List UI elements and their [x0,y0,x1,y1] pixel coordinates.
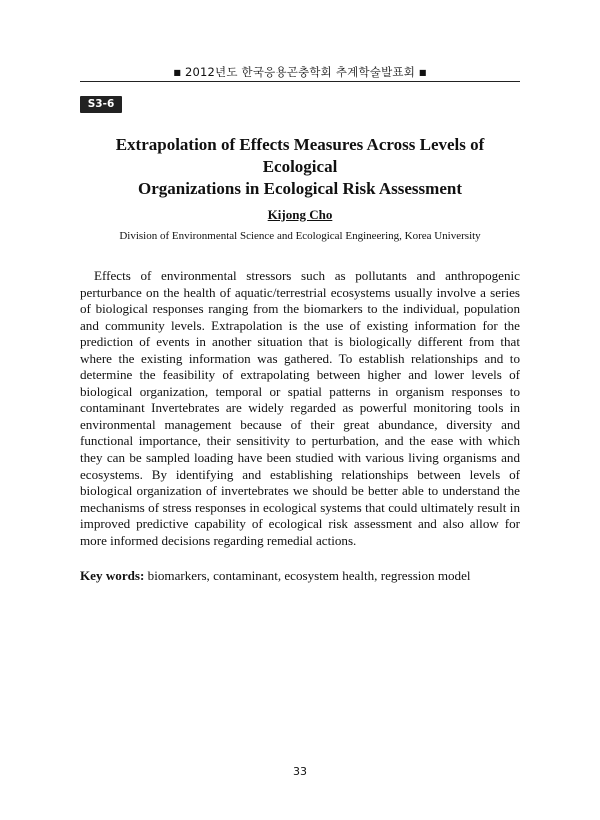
header-marker-right: ■ [418,68,427,77]
running-header [80,64,520,80]
page-number: 33 [293,765,307,778]
author-name: Kijong Cho [267,207,333,222]
header-title: 2012년도 한국응용곤충학회 추계학술발표회 [184,65,416,79]
session-badge: S3-6 [80,96,122,113]
header-marker-left: ■ [173,68,182,77]
paper-title-line-1: Extrapolation of Effects Measures Across Levels of Ecological [115,135,485,176]
abstract-text: Effects of environmental stressors such as pollutants and anthropogenic perturbance on the health of aquatic/terrestrial ecosystems usually involve a series of biological responses ranging from the biomarkers to the individual, population and community levels. Extrapolation is the use of existing information for the prediction of events in another situation that is biologically different from that where the existing information was gathered. To establish relationships and to determine the feasibility of extrapolating between higher and lower levels of biological organization, temporal or spatial patterns in organism responses to contaminant Invertebrates are widely regarded as powerful monitoring tools in environmental management because of their great abundance, diversity and functional importance, their sensitivity to perturbation, and the ease with which they can be sampled loading have been studied with various living organisms and ecosystems. By identifying and establishing relationships between levels of biological organization of invertebrates we should be better able to understand the mechanisms of stress responses in ecological systems that could ultimately result in improved predictive capability of ecological risk assessment and also allow for more informed decisions regarding remedial actions. [80,268,520,548]
header-rule [80,81,520,82]
paper-title [80,134,520,200]
author-affiliation: Division of Environmental Science and Ecological Engineering, Korea University [119,230,481,242]
keywords-list: biomarkers, contaminant, ecosystem health, regression model [147,568,471,583]
keywords [80,568,520,584]
keywords-label: Key words: [80,568,145,583]
paper-title-line-2: Organizations in Ecological Risk Assessment [138,179,462,198]
